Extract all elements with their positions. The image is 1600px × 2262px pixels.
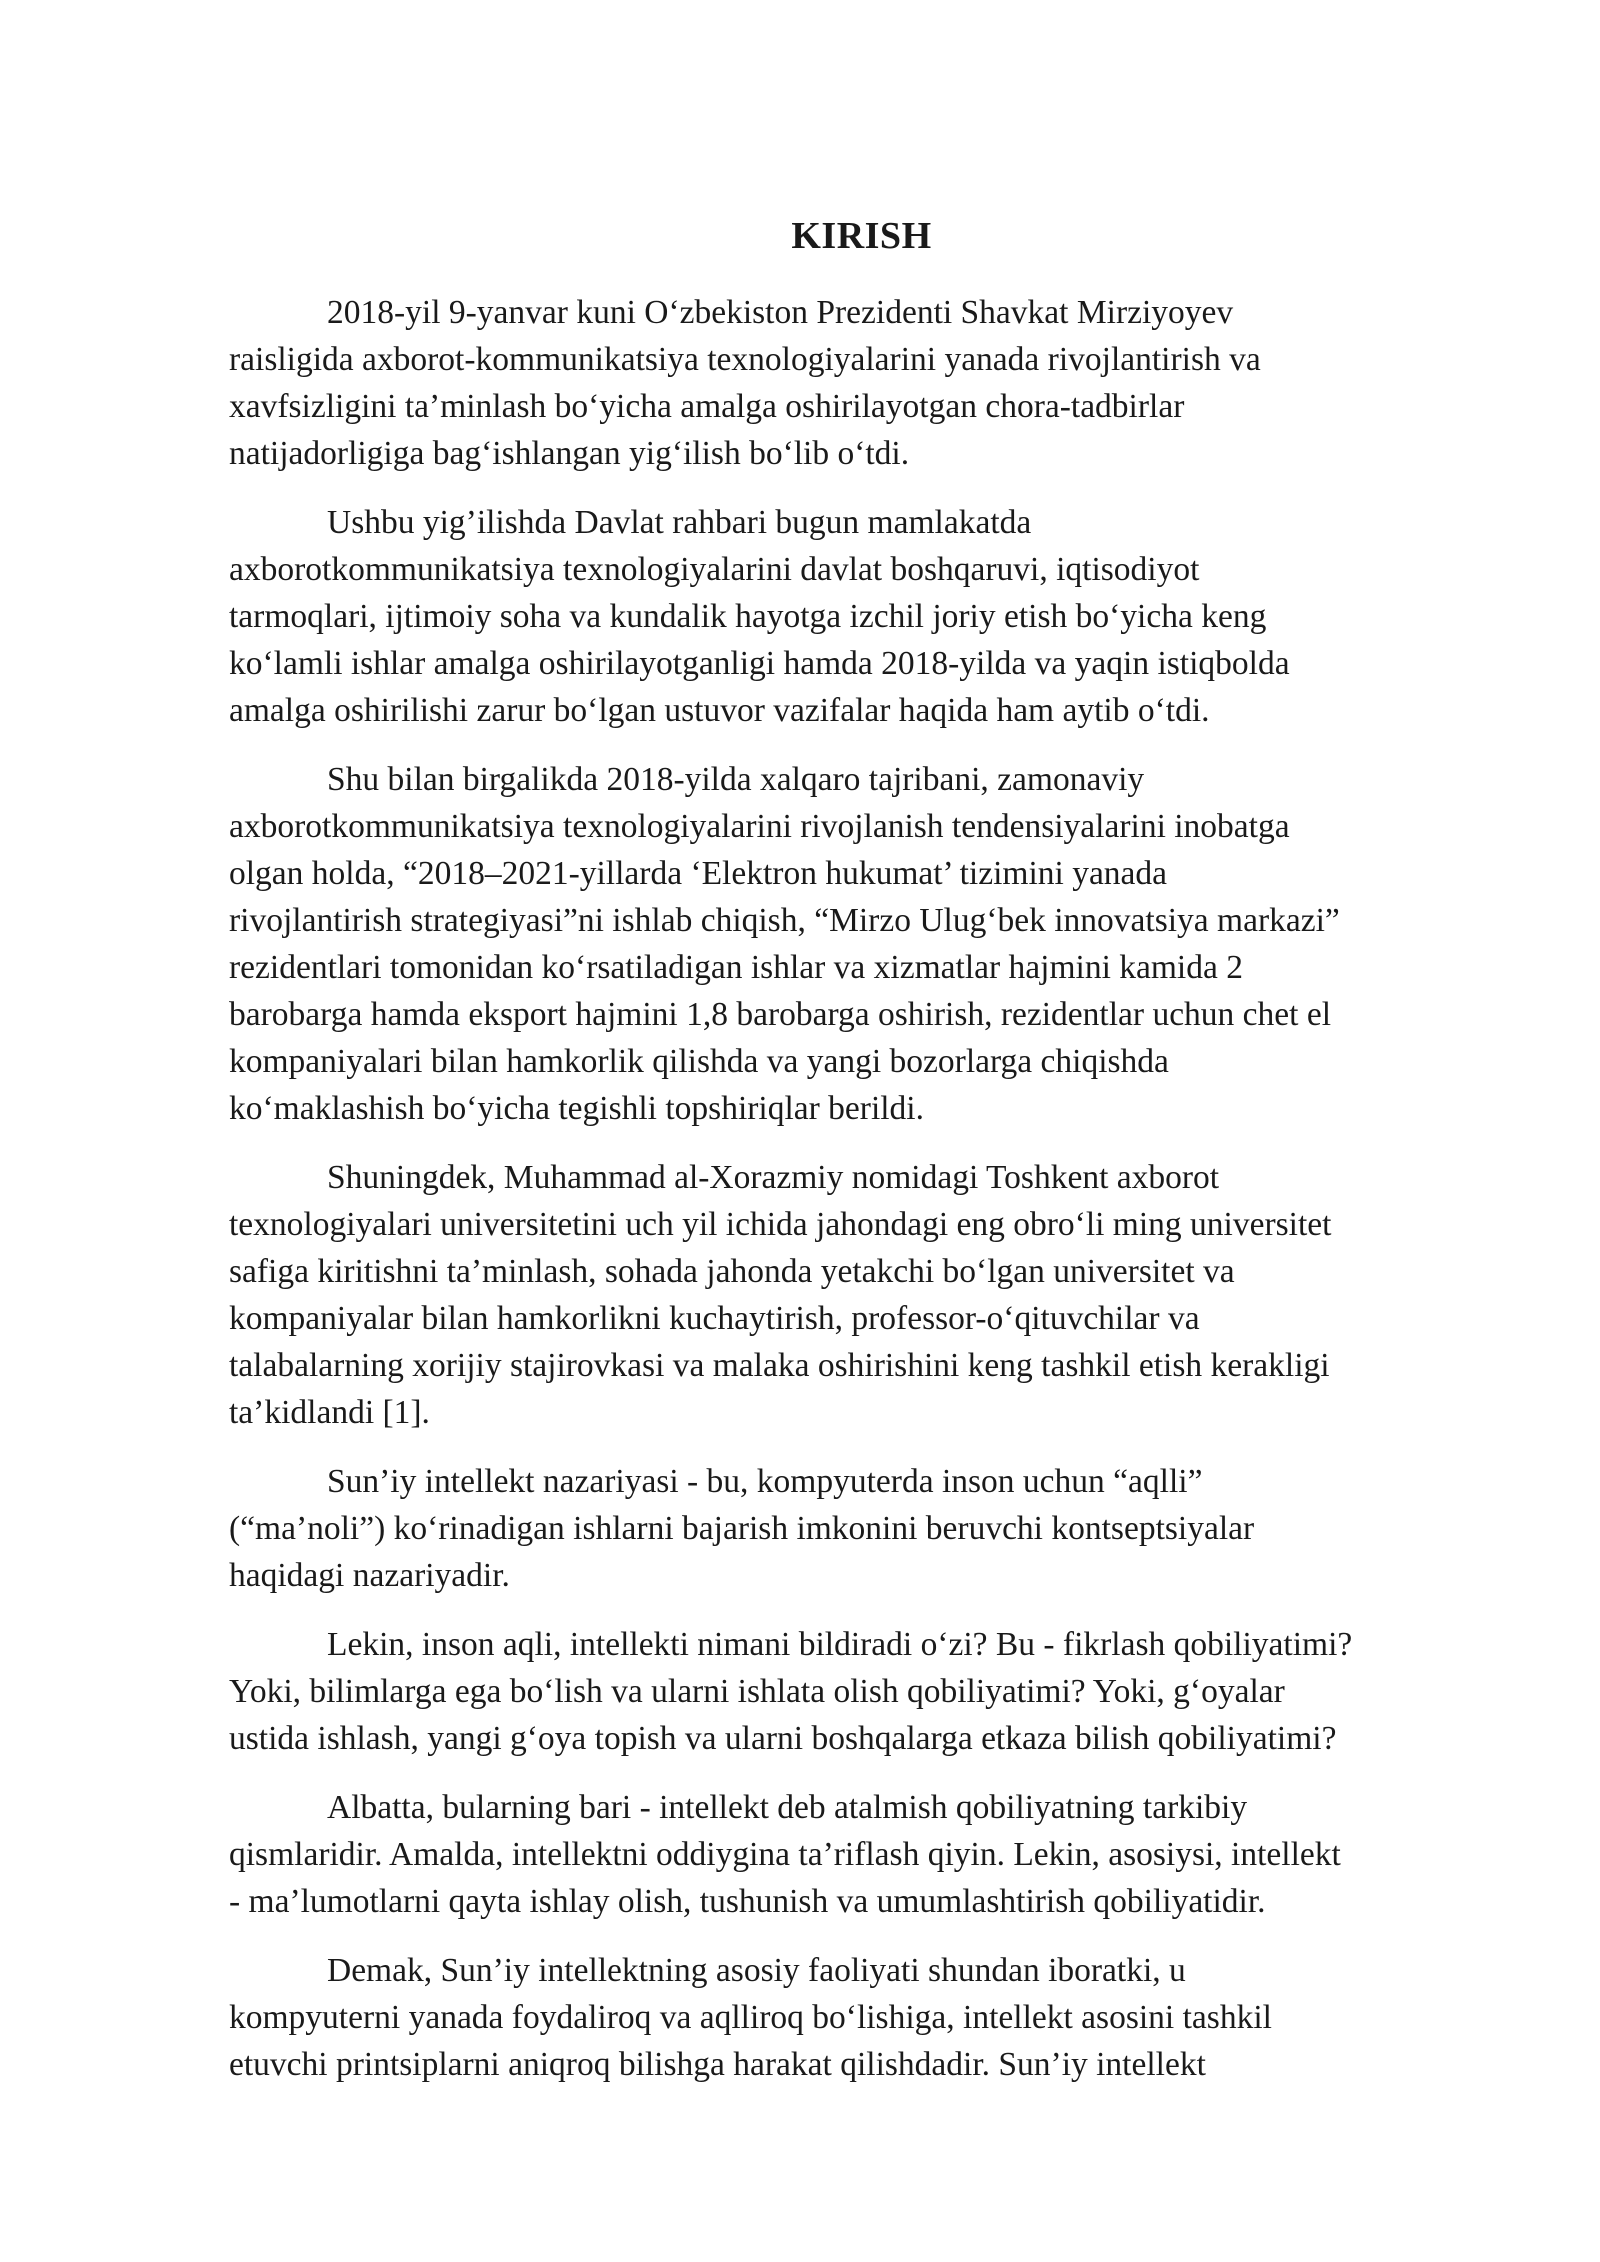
text-line: Shu bilan birgalikda 2018-yilda xalqaro tajribani, zamonaviy (327, 761, 1145, 798)
text-line: ko‘maklashish bo‘yicha tegishli topshiriqlar berildi. (229, 1090, 924, 1127)
text-line: ko‘lamli ishlar amalga oshirilayotganligi hamda 2018-yilda va yaqin istiqbolda (229, 645, 1290, 682)
text-line: safiga kiritishni ta’minlash, sohada jahonda yetakchi bo‘lgan universitet va (229, 1253, 1235, 1290)
text-line: etuvchi printsiplarni aniqroq bilishga harakat qilishdadir. Sun’iy intellekt (229, 2046, 1206, 2083)
text-line: ta’kidlandi [1]. (229, 1394, 430, 1431)
text-line: haqidagi nazariyadir. (229, 1557, 510, 1594)
paragraph-3 (229, 756, 1495, 1132)
page-title: KIRISH (791, 215, 932, 257)
text-line: natijadorligiga bag‘ishlangan yig‘ilish bo‘lib o‘tdi. (229, 435, 910, 472)
document-body (229, 289, 1495, 2110)
text-line: rezidentlari tomonidan ko‘rsatiladigan ishlar va xizmatlar hajmini kamida 2 (229, 949, 1243, 986)
paragraph-1 (229, 289, 1495, 477)
text-line: ustida ishlash, yangi g‘oya topish va ularni boshqalarga etkaza bilish qobiliyatimi? (229, 1720, 1337, 1757)
text-line: axborotkommunikatsiya texnologiyalarini davlat boshqaruvi, iqtisodiyot (229, 551, 1200, 588)
text-line: Sun’iy intellekt nazariyasi - bu, kompyuterda inson uchun “aqlli” (327, 1463, 1203, 1500)
text-line: Albatta, bularning bari - intellekt deb atalmish qobiliyatning tarkibiy (327, 1789, 1248, 1826)
paragraph-8 (229, 1947, 1495, 2088)
text-line: tarmoqlari, ijtimoiy soha va kundalik hayotga izchil joriy etish bo‘yicha keng (229, 598, 1267, 635)
text-line: barobarga hamda eksport hajmini 1,8 barobarga oshirish, rezidentlar uchun chet el (229, 996, 1332, 1033)
text-line: kompyuterni yanada foydaliroq va aqlliroq bo‘lishiga, intellekt asosini tashkil (229, 1999, 1272, 2036)
text-line: Yoki, bilimlarga ega bo‘lish va ularni ishlata olish qobiliyatimi? Yoki, g‘oyalar (229, 1673, 1285, 1710)
text-line: (“ma’noli”) ko‘rinadigan ishlarni bajarish imkonini beruvchi kontseptsiyalar (229, 1510, 1255, 1547)
text-line: texnologiyalari universitetini uch yil ichida jahondagi eng obro‘li ming universitet (229, 1206, 1332, 1243)
text-line: talabalarning xorijiy stajirovkasi va malaka oshirishini keng tashkil etish kerakligi (229, 1347, 1330, 1384)
text-line: Lekin, inson aqli, intellekti nimani bildiradi o‘zi? Bu - fikrlash qobiliyatimi? (327, 1626, 1353, 1663)
text-line: - ma’lumotlarni qayta ishlay olish, tushunish va umumlashtirish qobiliyatidir. (229, 1883, 1266, 1920)
paragraph-4 (229, 1154, 1495, 1436)
text-line: rivojlantirish strategiyasi”ni ishlab chiqish, “Mirzo Ulug‘bek innovatsiya markazi” (229, 902, 1340, 939)
text-line: Shuningdek, Muhammad al-Xorazmiy nomidagi Toshkent axborot (327, 1159, 1220, 1196)
text-line: kompaniyalar bilan hamkorlikni kuchaytirish, professor-o‘qituvchilar va (229, 1300, 1200, 1337)
text-line: xavfsizligini ta’minlash bo‘yicha amalga oshirilayotgan chora-tadbirlar (229, 388, 1185, 425)
paragraph-2 (229, 499, 1495, 734)
paragraph-7 (229, 1784, 1495, 1925)
text-line: Ushbu yig’ilishda Davlat rahbari bugun mamlakatda (327, 504, 1032, 541)
text-line: kompaniyalari bilan hamkorlik qilishda va yangi bozorlarga chiqishda (229, 1043, 1169, 1080)
text-line: olgan holda, “2018–2021-yillarda ‘Elektron hukumat’ tizimini yanada (229, 855, 1168, 892)
text-line: 2018-yil 9-yanvar kuni O‘zbekiston Prezidenti Shavkat Mirziyoyev (327, 294, 1234, 331)
text-line: amalga oshirilishi zarur bo‘lgan ustuvor vazifalar haqida ham aytib o‘tdi. (229, 692, 1210, 729)
text-line: raisligida axborot-kommunikatsiya texnologiyalarini yanada rivojlantirish va (229, 341, 1261, 378)
paragraph-5 (229, 1458, 1495, 1599)
text-line: axborotkommunikatsiya texnologiyalarini rivojlanish tendensiyalarini inobatga (229, 808, 1290, 845)
paragraph-6 (229, 1621, 1495, 1762)
text-line: qismlaridir. Amalda, intellektni oddiygina ta’riflash qiyin. Lekin, asosiysi, intellekt (229, 1836, 1341, 1873)
text-line: Demak, Sun’iy intellektning asosiy faoliyati shundan iboratki, u (327, 1952, 1186, 1989)
